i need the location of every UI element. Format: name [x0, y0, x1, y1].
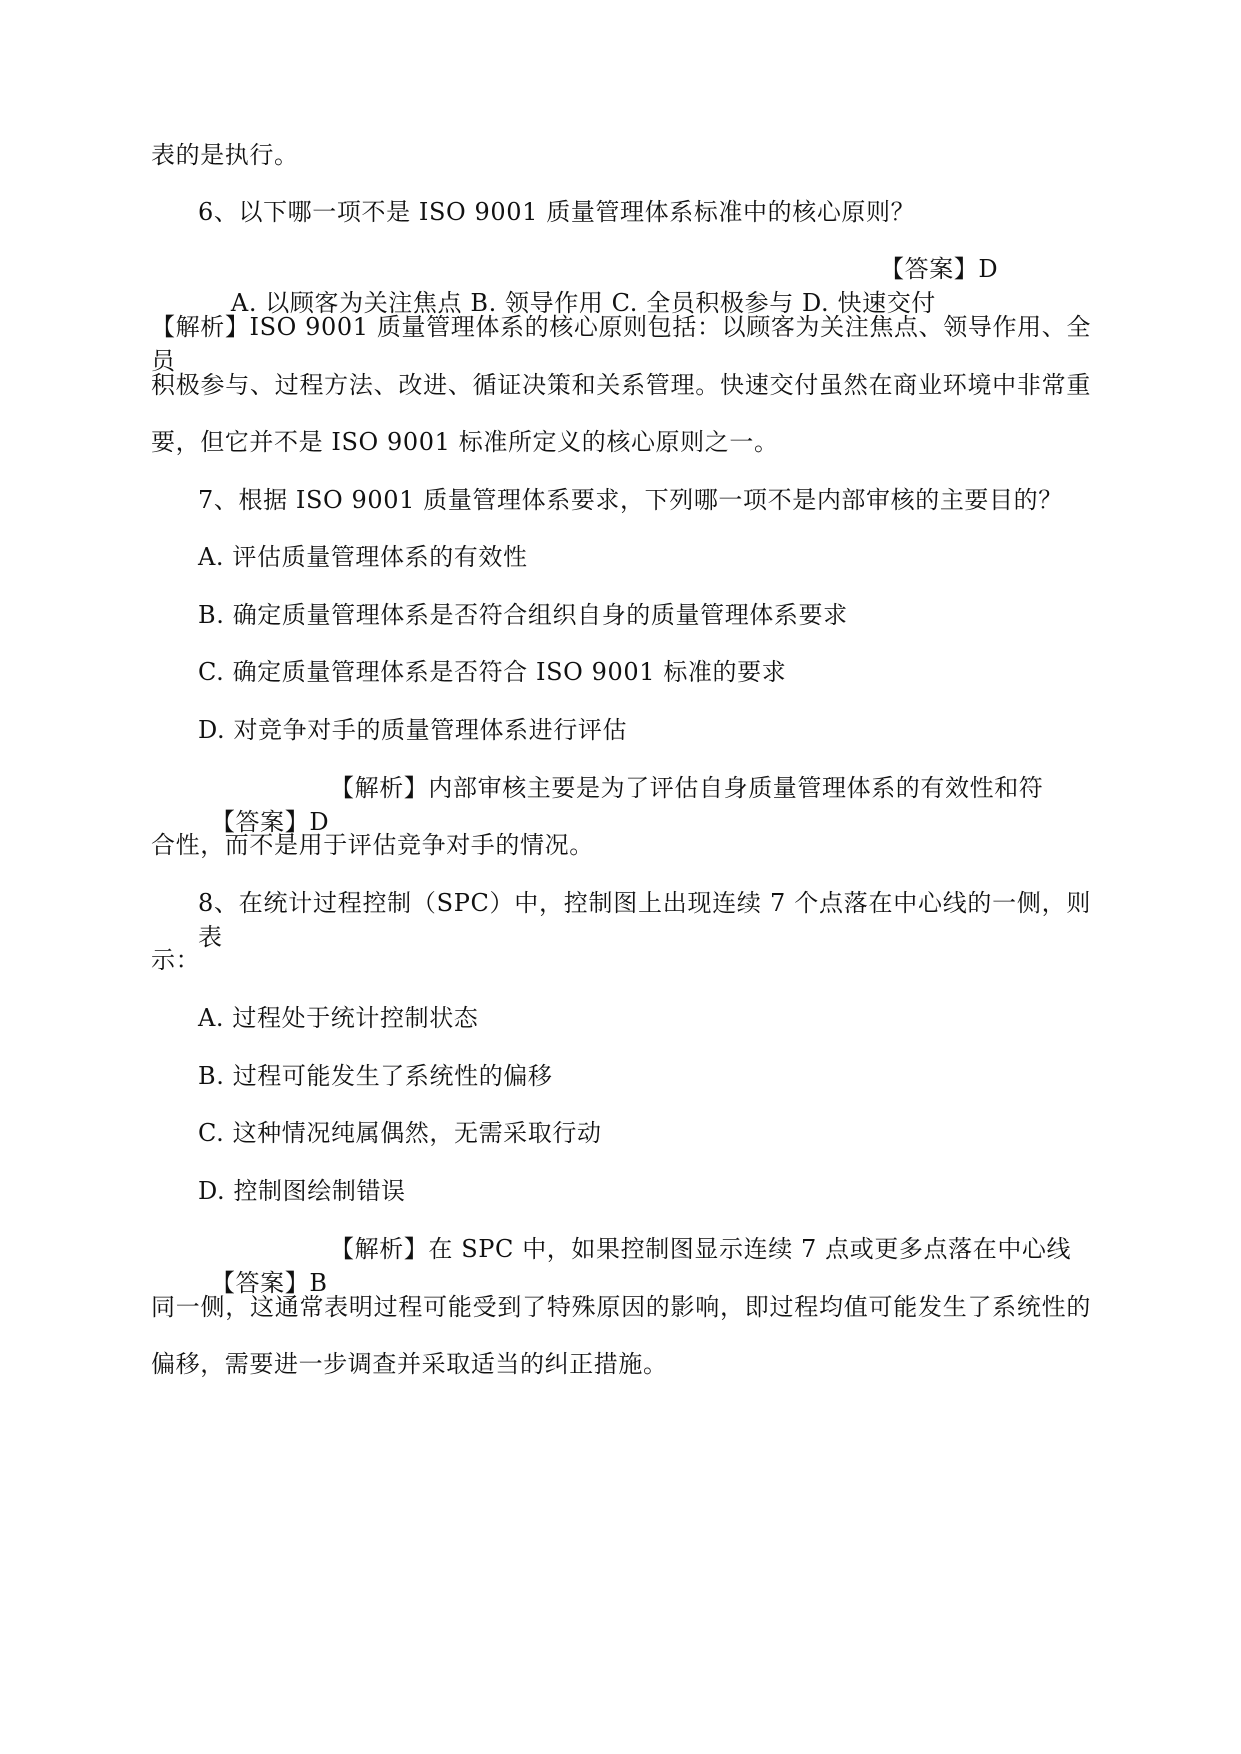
question-7: 7、根据 ISO 9001 质量管理体系要求，下列哪一项不是内部审核的主要目的？ — [198, 486, 1063, 514]
question-6: 6、以下哪一项不是 ISO 9001 质量管理体系标准中的核心原则？ — [198, 198, 916, 226]
question-7-explanation: 【解析】内部审核主要是为了评估自身质量管理体系的有效性和符 — [330, 774, 1044, 802]
question-6-answer: 【答案】D — [880, 255, 999, 283]
question-6-option-list: A. 以顾客为关注焦点 B. 领导作用 C. 全员积极参与 D. 快速交付 — [230, 289, 936, 317]
question-8-explanation: 【解析】在 SPC 中，如果控制图显示连续 7 点或更多点落在中心线 — [330, 1235, 1072, 1263]
question-8-option-c: C. 这种情况纯属偶然，无需采取行动 — [198, 1119, 602, 1147]
question-6-explanation-line-2: 积极参与、过程方法、改进、循证决策和关系管理。快速交付虽然在商业环境中非常重 — [151, 371, 1091, 399]
question-6-explanation-line-3: 要，但它并不是 ISO 9001 标准所定义的核心原则之一。 — [151, 428, 779, 456]
question-7-option-c: C. 确定质量管理体系是否符合 ISO 9001 标准的要求 — [198, 658, 787, 686]
question-7-explanation-line-2: 合性，而不是用于评估竞争对手的情况。 — [151, 831, 594, 859]
question-7-option-a: A. 评估质量管理体系的有效性 — [198, 543, 528, 571]
question-7-option-d: D. 对竞争对手的质量管理体系进行评估 — [198, 716, 628, 744]
question-7-answer: 【答案】D — [210, 808, 330, 836]
question-8-answer: 【答案】B — [210, 1269, 328, 1297]
question-8-line-2: 示： — [151, 946, 201, 974]
text-line: 表的是执行。 — [151, 141, 299, 169]
question-8-option-a: A. 过程处于统计控制状态 — [198, 1004, 479, 1032]
question-8-explanation-line-2: 同一侧，这通常表明过程可能受到了特殊原因的影响，即过程均值可能发生了系统性的 — [151, 1293, 1091, 1321]
question-8-option-d: D. 控制图绘制错误 — [198, 1177, 406, 1205]
question-8-option-b: B. 过程可能发生了系统性的偏移 — [198, 1062, 553, 1090]
question-8: 8、在统计过程控制（SPC）中，控制图上出现连续 7 个点落在中心线的一侧，则表 — [198, 889, 1091, 951]
question-7-option-b: B. 确定质量管理体系是否符合组织自身的质量管理体系要求 — [198, 601, 848, 629]
question-8-explanation-line-3: 偏移，需要进一步调查并采取适当的纠正措施。 — [151, 1350, 668, 1378]
question-6-explanation-line-1: 【解析】ISO 9001 质量管理体系的核心原则包括：以顾客为关注焦点、领导作用、全员 — [151, 313, 1091, 375]
